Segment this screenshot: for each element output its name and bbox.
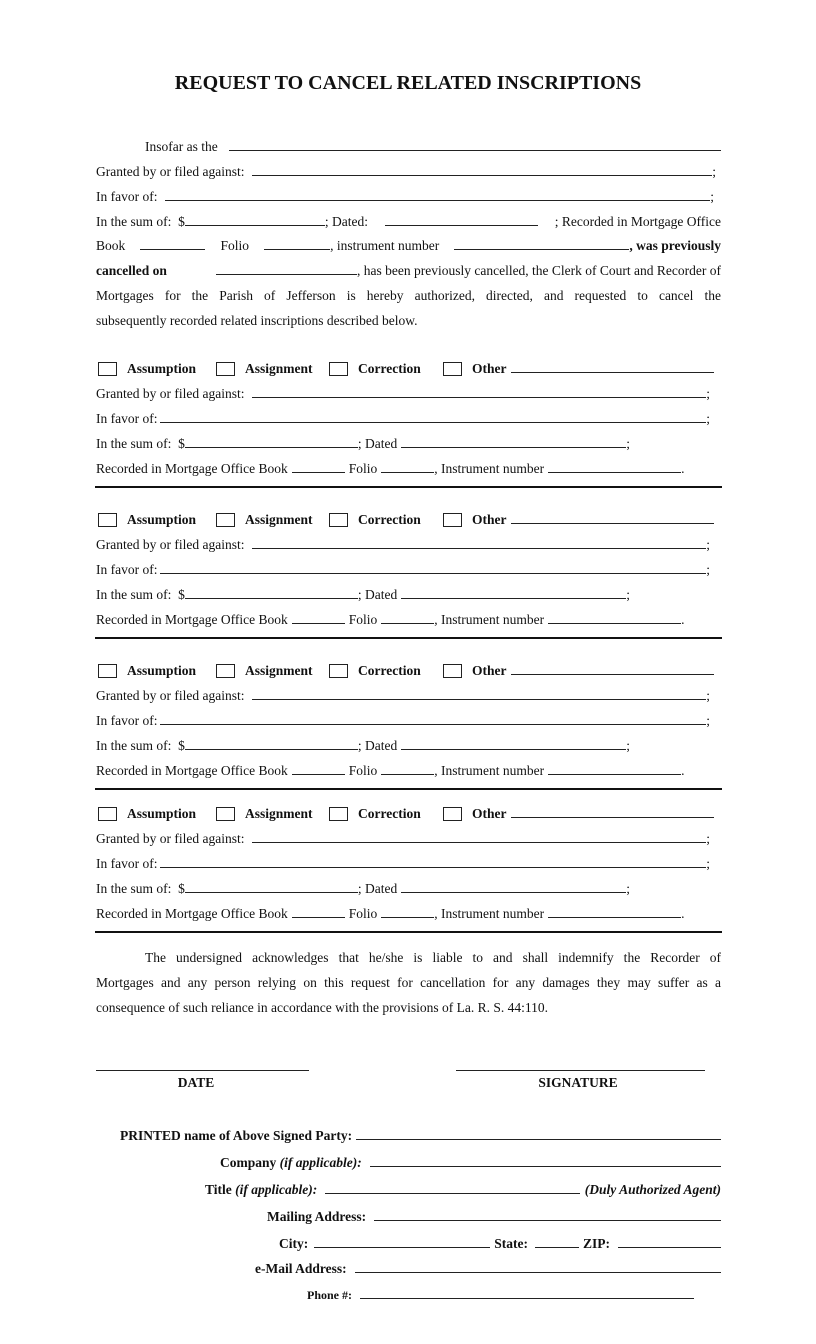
other-field[interactable] <box>511 817 715 818</box>
label-sum: In the sum of: $ <box>96 436 185 451</box>
city-row <box>279 1235 721 1253</box>
label-folio: Folio <box>348 461 378 476</box>
date-field[interactable] <box>96 1070 309 1071</box>
inscription-3-type-row <box>98 662 714 680</box>
book-field[interactable] <box>292 917 345 918</box>
instrument-field[interactable] <box>548 623 681 624</box>
printed-name-field[interactable] <box>356 1139 721 1140</box>
label-other: Other <box>472 361 507 376</box>
folio-field[interactable] <box>381 917 434 918</box>
label-instrument: , Instrument number <box>434 461 545 476</box>
assignment-checkbox[interactable] <box>216 513 235 527</box>
agent-note: (Duly Authorized Agent) <box>584 1182 721 1197</box>
title-note: (if applicable): <box>235 1182 318 1197</box>
company-field[interactable] <box>370 1166 721 1167</box>
label-correction: Correction <box>358 663 421 678</box>
label-folio: Folio <box>220 238 249 253</box>
mailing-field[interactable] <box>374 1220 721 1221</box>
intro-line-8: subsequently recorded related inscriptions described below. <box>96 313 418 328</box>
punct: . <box>681 612 685 627</box>
punct: ; <box>706 856 710 871</box>
inscription-4-favor-row <box>96 855 710 873</box>
dated-field[interactable] <box>401 598 626 599</box>
sum-field[interactable] <box>185 598 358 599</box>
label-dated: ; Dated: <box>324 214 368 229</box>
other-checkbox[interactable] <box>443 513 462 527</box>
label-favor: In favor of: <box>96 856 158 871</box>
other-field[interactable] <box>511 523 715 524</box>
insofar-field[interactable] <box>229 150 721 151</box>
sum-field[interactable] <box>185 749 358 750</box>
section-divider <box>95 931 722 933</box>
label-folio: Folio <box>348 763 378 778</box>
inscription-4-type-row <box>98 805 714 823</box>
assignment-checkbox[interactable] <box>216 664 235 678</box>
assumption-checkbox[interactable] <box>98 362 117 376</box>
punct: ; <box>706 713 710 728</box>
punct: ; <box>712 164 716 179</box>
label-granted: Granted by or filed against: <box>96 688 245 703</box>
label-sum: In the sum of: $ <box>96 738 185 753</box>
inscription-1-sum-row <box>96 435 630 453</box>
punct: ; <box>626 436 631 451</box>
label-book: Book <box>96 238 126 253</box>
assignment-checkbox[interactable] <box>216 362 235 376</box>
label-folio: Folio <box>348 906 378 921</box>
inscription-1-granted-row <box>96 385 710 403</box>
punct: . <box>681 763 685 778</box>
intro-line-1 <box>145 138 721 156</box>
favor-field[interactable] <box>160 724 706 725</box>
assignment-checkbox[interactable] <box>216 807 235 821</box>
inscription-2-favor-row <box>96 561 710 579</box>
label-assignment: Assignment <box>245 806 313 821</box>
other-checkbox[interactable] <box>443 664 462 678</box>
correction-checkbox[interactable] <box>329 362 348 376</box>
instrument-field[interactable] <box>548 472 681 473</box>
inscription-2-type-row <box>98 511 714 529</box>
punct: ; <box>706 688 710 703</box>
label-instrument: , instrument number <box>330 238 440 253</box>
punct: ; <box>706 831 710 846</box>
label-email: e-Mail Address: <box>255 1261 347 1276</box>
label-company: Company <box>220 1155 277 1170</box>
favor-field[interactable] <box>160 867 706 868</box>
other-checkbox[interactable] <box>443 807 462 821</box>
label-granted: Granted by or filed against: <box>96 831 245 846</box>
punct: ; <box>706 411 710 426</box>
label-dated: ; Dated <box>357 881 398 896</box>
dated-field[interactable] <box>401 749 626 750</box>
label-instrument: , Instrument number <box>434 612 545 627</box>
date-label: DATE <box>177 1075 215 1090</box>
phone-row <box>307 1286 694 1304</box>
section-divider <box>95 788 722 790</box>
phone-field[interactable] <box>360 1298 694 1299</box>
label-assumption: Assumption <box>127 806 197 821</box>
label-recorded: Recorded in Mortgage Office Book <box>96 612 288 627</box>
label-folio: Folio <box>348 612 378 627</box>
label-favor: In favor of: <box>96 713 158 728</box>
label-assumption: Assumption <box>127 361 197 376</box>
granted-field[interactable] <box>252 548 706 549</box>
label-assumption: Assumption <box>127 663 197 678</box>
label-favor: In favor of: <box>96 562 158 577</box>
instrument-field[interactable] <box>548 917 681 918</box>
label-other: Other <box>472 663 507 678</box>
signature-field[interactable] <box>456 1070 705 1071</box>
label-other: Other <box>472 806 507 821</box>
folio-field[interactable] <box>264 249 330 250</box>
instrument-field[interactable] <box>548 774 681 775</box>
other-field[interactable] <box>511 674 715 675</box>
label-recorded: Recorded in Mortgage Office Book <box>96 763 288 778</box>
label-title: Title <box>205 1182 232 1197</box>
granted-field[interactable] <box>252 397 706 398</box>
punct: ; <box>710 189 714 204</box>
printed-name-row <box>120 1127 721 1145</box>
sum-field[interactable] <box>185 447 358 448</box>
label-recorded: ; Recorded in Mortgage Office <box>554 214 721 229</box>
inscription-3-granted-row <box>96 687 710 705</box>
label-insofar: Insofar as the <box>145 139 218 154</box>
inscription-1-favor-row <box>96 410 710 428</box>
intro-text: , has been previously cancelled, the Clerk of Court and Recorder of <box>357 263 721 278</box>
label-sum: In the sum of: $ <box>96 587 185 602</box>
folio-field[interactable] <box>381 623 434 624</box>
mailing-row <box>267 1208 721 1226</box>
label-mailing: Mailing Address: <box>267 1209 367 1224</box>
book-field[interactable] <box>292 472 345 473</box>
dated-field[interactable] <box>385 225 538 226</box>
section-divider <box>95 637 722 639</box>
inscription-1-type-row <box>98 360 714 378</box>
sum-field[interactable] <box>185 892 358 893</box>
granted-field[interactable] <box>252 699 706 700</box>
punct: ; <box>626 738 631 753</box>
cancelled-on-field[interactable] <box>216 274 357 275</box>
ack-line-2: Mortgages and any person relying on this request for cancellation for any damages they may suffer as a <box>96 975 721 990</box>
label-assignment: Assignment <box>245 663 313 678</box>
label-favor: In favor of: <box>96 411 158 426</box>
label-granted: Granted by or filed against: <box>96 537 245 552</box>
punct: ; <box>626 587 631 602</box>
label-phone: Phone #: <box>307 1288 352 1302</box>
folio-field[interactable] <box>381 472 434 473</box>
punct: ; <box>706 537 710 552</box>
intro-line-2 <box>96 163 716 181</box>
inscription-3-favor-row <box>96 712 710 730</box>
label-other: Other <box>472 512 507 527</box>
punct: ; <box>706 386 710 401</box>
label-correction: Correction <box>358 806 421 821</box>
label-zip: ZIP: <box>583 1236 610 1251</box>
label-instrument: , Instrument number <box>434 906 545 921</box>
inscription-2-recorded-row <box>96 611 684 629</box>
punct: . <box>681 461 685 476</box>
label-assignment: Assignment <box>245 361 313 376</box>
punct: ; <box>626 881 631 896</box>
label-correction: Correction <box>358 361 421 376</box>
label-instrument: , Instrument number <box>434 763 545 778</box>
intro-line-4 <box>96 213 721 231</box>
favor-field[interactable] <box>160 573 706 574</box>
dated-field[interactable] <box>401 447 626 448</box>
label-was-previously: , was previously <box>629 238 721 253</box>
intro-line-6 <box>96 262 721 280</box>
signature-label: SIGNATURE <box>538 1075 618 1090</box>
book-field[interactable] <box>140 249 205 250</box>
email-row <box>255 1260 721 1278</box>
label-dated: ; Dated <box>357 587 398 602</box>
label-granted: Granted by or filed against: <box>96 386 245 401</box>
book-field[interactable] <box>292 774 345 775</box>
inscription-4-sum-row <box>96 880 630 898</box>
inscription-3-sum-row <box>96 737 630 755</box>
form-title: REQUEST TO CANCEL RELATED INSCRIPTIONS <box>174 72 642 94</box>
favor-field[interactable] <box>165 200 710 201</box>
intro-line-5 <box>96 237 721 255</box>
assumption-checkbox[interactable] <box>98 807 117 821</box>
ack-line-3: consequence of such reliance in accordance with the provisions of La. R. S. 44:110. <box>96 1000 548 1015</box>
dated-field[interactable] <box>401 892 626 893</box>
correction-checkbox[interactable] <box>329 664 348 678</box>
label-recorded: Recorded in Mortgage Office Book <box>96 461 288 476</box>
assumption-checkbox[interactable] <box>98 513 117 527</box>
company-note: (if applicable): <box>279 1155 362 1170</box>
inscription-1-recorded-row <box>96 460 684 478</box>
label-dated: ; Dated <box>357 436 398 451</box>
label-sum: In the sum of: $ <box>96 881 185 896</box>
label-dated: ; Dated <box>357 738 398 753</box>
section-divider <box>95 486 722 488</box>
punct: ; <box>706 562 710 577</box>
intro-line-7: Mortgages for the Parish of Jefferson is hereby authorized, directed, and requested to cancel the <box>96 288 721 303</box>
label-printed-name: PRINTED name of Above Signed Party: <box>120 1128 353 1143</box>
sum-field[interactable] <box>185 225 325 226</box>
label-assumption: Assumption <box>127 512 197 527</box>
title-field[interactable] <box>325 1193 580 1194</box>
ack-line-1: The undersigned acknowledges that he/she is liable to and shall indemnify the Recorder of <box>145 950 721 965</box>
punct: . <box>681 906 685 921</box>
label-recorded: Recorded in Mortgage Office Book <box>96 906 288 921</box>
other-checkbox[interactable] <box>443 362 462 376</box>
label-favor: In favor of: <box>96 189 158 204</box>
inscription-4-granted-row <box>96 830 710 848</box>
granted-field[interactable] <box>252 175 712 176</box>
assumption-checkbox[interactable] <box>98 664 117 678</box>
book-field[interactable] <box>292 623 345 624</box>
other-field[interactable] <box>511 372 715 373</box>
zip-field[interactable] <box>618 1247 721 1248</box>
label-assignment: Assignment <box>245 512 313 527</box>
instrument-field[interactable] <box>454 249 629 250</box>
label-correction: Correction <box>358 512 421 527</box>
label-city: City: <box>279 1236 309 1251</box>
correction-checkbox[interactable] <box>329 513 348 527</box>
label-state: State: <box>494 1236 528 1251</box>
folio-field[interactable] <box>381 774 434 775</box>
label-granted: Granted by or filed against: <box>96 164 245 179</box>
label-cancelled-on: cancelled on <box>96 263 167 278</box>
inscription-2-granted-row <box>96 536 710 554</box>
inscription-2-sum-row <box>96 586 630 604</box>
company-row <box>220 1154 721 1172</box>
intro-line-3 <box>96 188 714 206</box>
favor-field[interactable] <box>160 422 706 423</box>
state-field[interactable] <box>535 1247 579 1248</box>
granted-field[interactable] <box>252 842 706 843</box>
inscription-3-recorded-row <box>96 762 684 780</box>
city-field[interactable] <box>314 1247 490 1248</box>
correction-checkbox[interactable] <box>329 807 348 821</box>
title-row <box>205 1181 721 1199</box>
email-field[interactable] <box>355 1272 721 1273</box>
label-sum: In the sum of: $ <box>96 214 185 229</box>
inscription-4-recorded-row <box>96 905 684 923</box>
